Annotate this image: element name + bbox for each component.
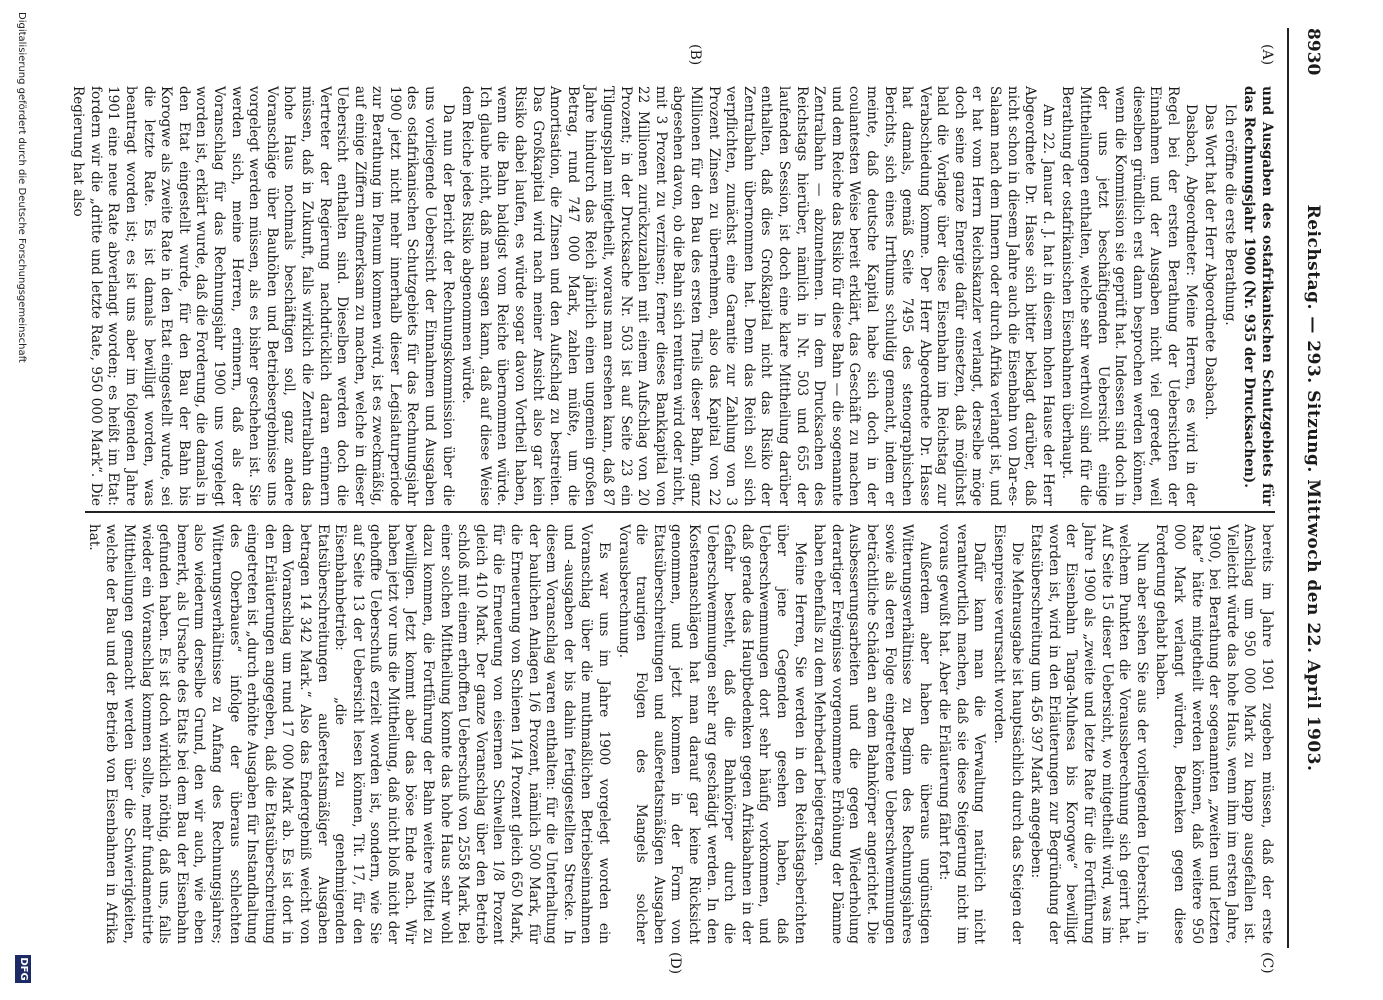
margin-mark-c: (C)	[1259, 952, 1275, 974]
margin-mark-b: (B)	[687, 44, 703, 66]
quote-paragraph: Die Mehrausgabe ist hauptsächlich durch das Steigen der Eisenpreise verursacht worden.	[991, 524, 1025, 944]
paragraph: bereits im Jahre 1901 zugeben müssen, daß der erste Anschlag um 950 000 Mark zu knapp ausgefallen ist. Vielleicht würde das hohe Haus, wenn ihm im ersten Jahre, 1900, bei Berathung der sogenannten „zweiten und letzten Rate“ hätte mitgetheilt werden können, daß weitere 950 000 Mark verlangt würden, Bedenken gegen diese Forderung gehabt haben.	[1153, 524, 1275, 944]
speech-paragraph: Dasbach, Abgeordneter: Meine Herren, es wird in der Regel bei der ersten Berathung der Uebersichten der Einnahmen und der Ausgaben nicht viel geredet, weil dieselben gründlich erst dann besprochen werden können, wenn die Kommission sie geprüft hat. Indessen sind doch in der uns jetzt beschäftigenden Uebersicht einige Mittheilungen enthalten, welche sehr werthvoll sind für die Berathung der ostafrikanischen Eisenbahnen überhaupt.	[1059, 86, 1199, 506]
left-column	[70, 86, 1275, 506]
paragraph: Dafür kann man die Verwaltung natürlich nicht verantwortlich machen, daß sie diese Steigerung nicht im voraus gewußt hat. Aber die Erläuterung fährt fort:	[936, 524, 988, 944]
paragraph: Meine Herren, Sie werden in den Reichstagsberichten über jene Gegenden gesehen haben, daß Ueberschwemmungen dort sehr häufig vorkommen, und daß gerade das Hauptbedenken gegen Afrikabahnen in der Gefahr besteht, daß die Bahnkörper durch die Ueberschwemmungen sehr arg geschädigt werden. In den Kostenanschlägen hat man darauf gar keine Rücksicht genommen, und jetzt kommen in der Form von Etatsüberschreitungen und außeretatsmäßigen Ausgaben die traurigen Folgen des Mangels solcher Vorausberechnung.	[615, 524, 808, 944]
header-title: Reichstag. — 293. Sitzung. Mittwoch den 22. April 1903.	[1303, 204, 1323, 772]
right-column	[85, 524, 1275, 944]
paragraph: Am 22. Januar d. J. hat in diesem hohen Hause der Herr Abgeordnete Dr. Hasse sich bitter beklagt darüber, daß nicht schon in diesem Jahre auch die Eisenbahn von Dar-es-Salaam nach dem Innern oder durch Afrika verlangt ist, und er hat vom Herrn Reichskanzler verlangt, derselbe möge doch seine ganze Energie dafür einsetzen, daß möglichst bald die Vorlage über diese Eisenbahn im Reichstag zur Verabschiedung komme. Der Herr Abgeordnete Dr. Hasse hat damals, gemäß Seite 7495 des stenographischen Berichts, sich eines Irrthums schuldig gemacht, indem er meinte, daß deutsche Kapital habe sich doch in der coulantesten Weise bereit erklärt, das Geschäft zu machen und dem Reiche das Risiko für diese Bahn — die sogenannte Zentralbahn — abzunehmen. In dem Drucksachen des Reichstags hierüber, nämlich in Nr. 503 und 655 der laufenden Session, ist doch eine klare Mittheilung darüber enthalten, daß dies Großkapital nicht das Risiko der Zentralbahn übernommen hat. Denn das Reich soll sich verpflichten, zunächst eine Garantie zur Zahlung von 3 Prozent Zinsen zu übernehmen, also das Kapital von 22 Millionen für den Bau des ersten Theils dieser Bahn, ganz abgesehen davon, ob die Bahn sich rentiren wird oder nicht, mit 3 Prozent zu verzinsen; ferner dieses Bankkapital von 22 Millionen zurückzuzahlen mit einem Aufschlag von 20 Prozent; in der Drucksache Nr. 503 ist auf Seite 23 ein Tilgungsplan mitgetheilt, woraus man ersehen kann, daß 87 Jahre hindurch das Reich jährlich einen ungemein großen Betrag, rund 747 000 Mark, zahlen müßte, um die Amortisation, die Zinsen und den Aufschlag zu bestreiten. Das Großkapital wird nach meiner Ansicht also gar kein Risiko dabei laufen, es würde sogar davon Vortheil haben, wenn die Bahn baldigst vom Reiche übernommen würde. Ich glaube nicht, daß man sagen kann, daß auf diese Weise dem Reiche jedes Risiko abgenommen würde.	[459, 86, 1056, 506]
agenda-item: und Ausgaben des ostafrikanischen Schutzgebiets für das Rechnungsjahr 1900 (Nr. 935 der Drucksachen).	[1241, 86, 1275, 506]
paragraph: Es war uns im Jahre 1900 vorgelegt worden ein Voranschlag über die muthmaßlichen Betriebseinnahmen und -ausgaben der bis dahin fertiggestellten Strecke. In diesem Voranschlag waren enthalten: für die Unterhaltung der baulichen Anlagen 1/6 Prozent, nämlich 500 Mark, für die Erneuerung von Schienen 1/4 Prozent gleich 650 Mark, für die Erneuerung von eisernen Schwellen 1/8 Prozent gleich 410 Mark. Der ganze Voranschlag über den Betrieb schloß mit einem erhofften Ueberschuß von 2558 Mark. Bei einer solchen Mittheilung konnte das hohe Haus sehr wohl dazu kommen, die Fortführung der Bahn weitere Mittel zu bewilligen. Jetzt kommt aber das böse Ende nach. Wir haben jetzt vor uns die Mittheilung, daß nicht bloß nicht der gehoffte Ueberschuß erzielt worden ist, sondern, wie Sie auf Seite 13 der Uebersicht lesen können, Tit. 17, für den Eisenbahnbetrieb: „die zu genehmigenden Etatsüberschreitungen außeretatsmäßiger Ausgaben betragen 14 342 Mark.“ Also das Endergebniß weicht von dem Voranschlag um rund 17 000 Mark ab. Es ist dort in den Erläuterungen angegeben, daß die Etatsüberschreitung eingetreten ist „durch erhöhte Ausgaben für Instandhaltung des Oberbaues“ infolge der überaus schlechten Witterungsverhältnisse zu Anfang des Rechnungsjahres; also wiederum derselbe Grund, den wir auch, wie eben bemerkt, als Ursache des Etats bei dem Bau der Eisenbahn gefunden haben. Es ist doch wirklich nöthig, daß uns, falls wieder ein Voranschlag kommen sollte, mehr fundamentirte Mittheilungen gemacht werden über die Schwierigkeiten, welche der Bau und der Betrieb von Eisenbahnen in Afrika hat.	[85, 524, 613, 944]
funding-note: Digitalisierung gefördert durch die Deutsche Forschungsgemeinschaft	[16, 12, 27, 363]
paragraph: Ich eröffne die erste Berathung.	[1221, 104, 1238, 326]
dfg-logo: DFG	[15, 955, 31, 983]
running-header	[1293, 28, 1329, 948]
margin-mark-a: (A)	[1259, 44, 1275, 66]
header-rule	[1287, 28, 1289, 948]
page-number: 8930	[1303, 28, 1323, 76]
quote-paragraph: Außerdem aber haben die überaus ungünstigen Witterungsverhältnisse zu Beginn des Rechnungsjahres sowie als deren Folge eingetretene Ueberschwemmungen beträchtliche Schäden an dem Bahnkörper angerichtet. Die Ausbesserungsarbeiten und die gegen Wiederholung derartiger Ereignisse vorgenommene Erhöhung der Dämme haben ebenfalls zu dem Mehrbedarf beigetragen.	[811, 524, 933, 944]
paragraph: Das Wort hat der Herr Abgeordnete Dasbach.	[1202, 104, 1219, 420]
margin-mark-d: (D)	[667, 952, 683, 975]
paragraph: Nun aber sehen Sie aus der vorliegenden Uebersicht, in welchem Punkten die Voraussberechnung sich geirrt hat. Auf Seite 15 dieser Uebersicht, wo mitgetheilt wird, was im Jahre 1900 als „zweite und letzte Rate für die Fortführung der Eisenbahn Tanga-Muhesa bis Korogwe“ bewilligt worden ist, wird in den Erläuterungen zur Begründung der Etatsüberschreitung um 456 397 Mark angegeben:	[1028, 524, 1150, 944]
column-divider	[85, 511, 1275, 513]
paragraph: Da nun der Bericht der Rechnungskommission über die uns vorliegende Uebersicht der Einnahmen und Ausgaben des ostafrikanischen Schutzgebiets für das Rechnungsjahr 1900 jetzt nicht mehr innerhalb dieser Legislaturperiode zur Berathung im Plenum kommen wird, ist es zweckmäßig, auf einige Ziffern aufmerksam zu machen, welche in dieser Uebersicht enthalten sind. Dieselben werden doch die Vertreter der Regierung nachdrücklich daran erinnern müssen, daß in Zukunft, falls wirklich die Zentralbahn das hohe Haus nochmals beschäftigen soll, ganz andere Voranschläge über Bauhöhen und Betriebsergebnisse uns vorgelegt werden müssen, als es bisher geschehen ist. Sie werden sich, meine Herren, erinnern, daß als der Voranschlag für das Rechnungsjahr 1900 uns vorgelegt worden ist, erklärt wurde, daß die Forderung, die damals in den Etat eingestellt wurde, für den Bau der Bahn bis Korogwe als zweite Rate in den Etat eingestellt wurde, sei die letzte Rate. Es ist damals bewilligt worden, was beantragt worden ist; es ist uns aber im folgenden Jahre 1901 eine neue Rate abverlangt worden; es heißt im Etat: fordern wir die „dritte und letzte Rate, 950 000 Mark“. Die Regierung hat also	[70, 86, 456, 506]
